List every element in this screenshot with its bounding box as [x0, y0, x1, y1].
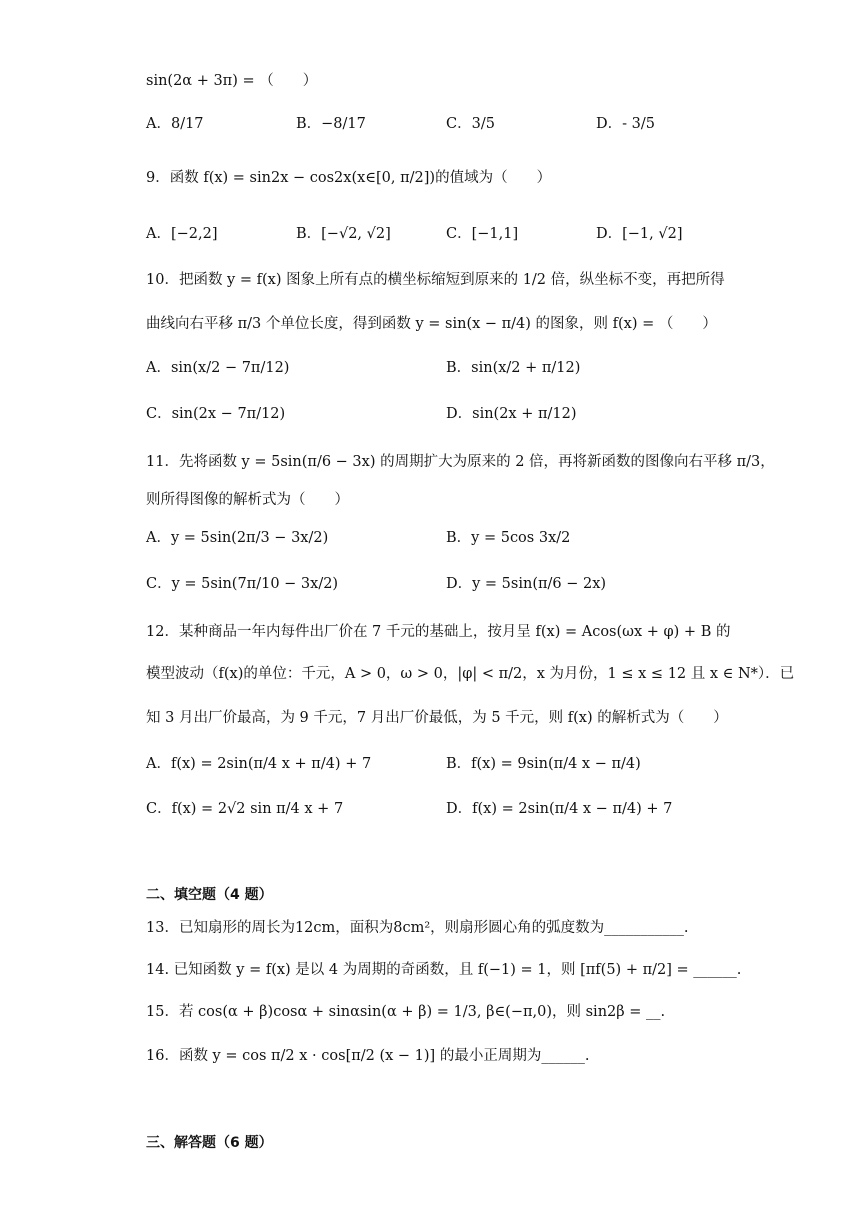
q10-option-c: C．sin(2x − 7π/12) [146, 406, 286, 422]
q11-option-b: B．y = 5cos 3x/2 [446, 530, 571, 546]
q11-option-a: A．y = 5sin(2π/3 − 3x/2) [146, 530, 329, 546]
q11-option-c: C．y = 5sin(7π/10 − 3x/2) [146, 576, 339, 592]
q8-option-c: C．3/5 [446, 116, 495, 132]
q11-stem-line1: 11．先将函数 y = 5sin(π/6 − 3x) 的周期扩大为原来的 2 倍，再将新函数的图像向右平移 π/3， [146, 454, 775, 470]
q12-option-d: D．f(x) = 2sin(π/4 x − π/4) + 7 [446, 801, 673, 817]
q10-option-d: D．sin(2x + π/12) [446, 406, 577, 422]
q12-stem-line3: 知 3 月出厂价最高，为 9 千元，7 月出厂价最低，为 5 千元，则 f(x) 的解析式为（ ） [146, 710, 728, 726]
q12-option-b: B．f(x) = 9sin(π/4 x − π/4) [446, 756, 641, 772]
q10-option-a: A．sin(x/2 − 7π/12) [146, 360, 290, 376]
q11-option-d: D．y = 5sin(π/6 − 2x) [446, 576, 607, 592]
q9-option-a: A．[−2,2] [146, 226, 218, 242]
q9-option-d: D．[−1, √2] [596, 226, 683, 242]
q8-stem-tail: sin(2α + 3π) = （ ） [146, 73, 318, 89]
q12-stem-line2: 模型波动（f(x)的单位：千元，A > 0，ω > 0，|φ| < π/2，x 为月份，1 ≤ x ≤ 12 且 x ∈ N*）．已 [146, 666, 795, 682]
q12-stem-line1: 12．某种商品一年内每件出厂价在 7 千元的基础上，按月呈 f(x) = Acos(ωx + φ) + B 的 [146, 624, 731, 640]
q12-option-a: A．f(x) = 2sin(π/4 x + π/4) + 7 [146, 756, 372, 772]
q13-stem: 13．已知扇形的周长为12cm，面积为8cm²，则扇形圆心角的弧度数为___________. [146, 920, 689, 936]
q9-option-c: C．[−1,1] [446, 226, 519, 242]
q12-option-c: C．f(x) = 2√2 sin π/4 x + 7 [146, 801, 344, 817]
section-heading-answer: 三、解答题（6 题） [146, 1135, 273, 1151]
q11-stem-line2: 则所得图像的解析式为（ ） [146, 492, 349, 508]
q9-stem: 9．函数 f(x) = sin2x − cos2x(x∈[0, π/2])的值域为（ ） [146, 170, 552, 186]
q10-option-b: B．sin(x/2 + π/12) [446, 360, 581, 376]
q8-option-b: B．−8/17 [296, 116, 366, 132]
q8-option-a: A．8/17 [146, 116, 204, 132]
q14-stem: 14. 已知函数 y = f(x) 是以 4 为周期的奇函数，且 f(−1) = 1，则 [πf(5) + π/2] = ______. [146, 962, 742, 978]
q8-option-d: D．- 3/5 [596, 116, 655, 132]
section-heading-fill-in: 二、填空题（4 题） [146, 887, 273, 903]
q15-stem: 15．若 cos(α + β)cosα + sinαsin(α + β) = 1/3, β∈(−π,0)，则 sin2β = __. [146, 1004, 666, 1020]
q10-stem-line1: 10．把函数 y = f(x) 图象上所有点的横坐标缩短到原来的 1/2 倍，纵坐标不变，再把所得 [146, 272, 725, 288]
q10-stem-line2: 曲线向右平移 π/3 个单位长度，得到函数 y = sin(x − π/4) 的图象，则 f(x) = （ ） [146, 316, 717, 332]
q9-option-b: B．[−√2, √2] [296, 226, 391, 242]
q16-stem: 16．函数 y = cos π/2 x · cos[π/2 (x − 1)] 的最小正周期为______. [146, 1048, 590, 1064]
